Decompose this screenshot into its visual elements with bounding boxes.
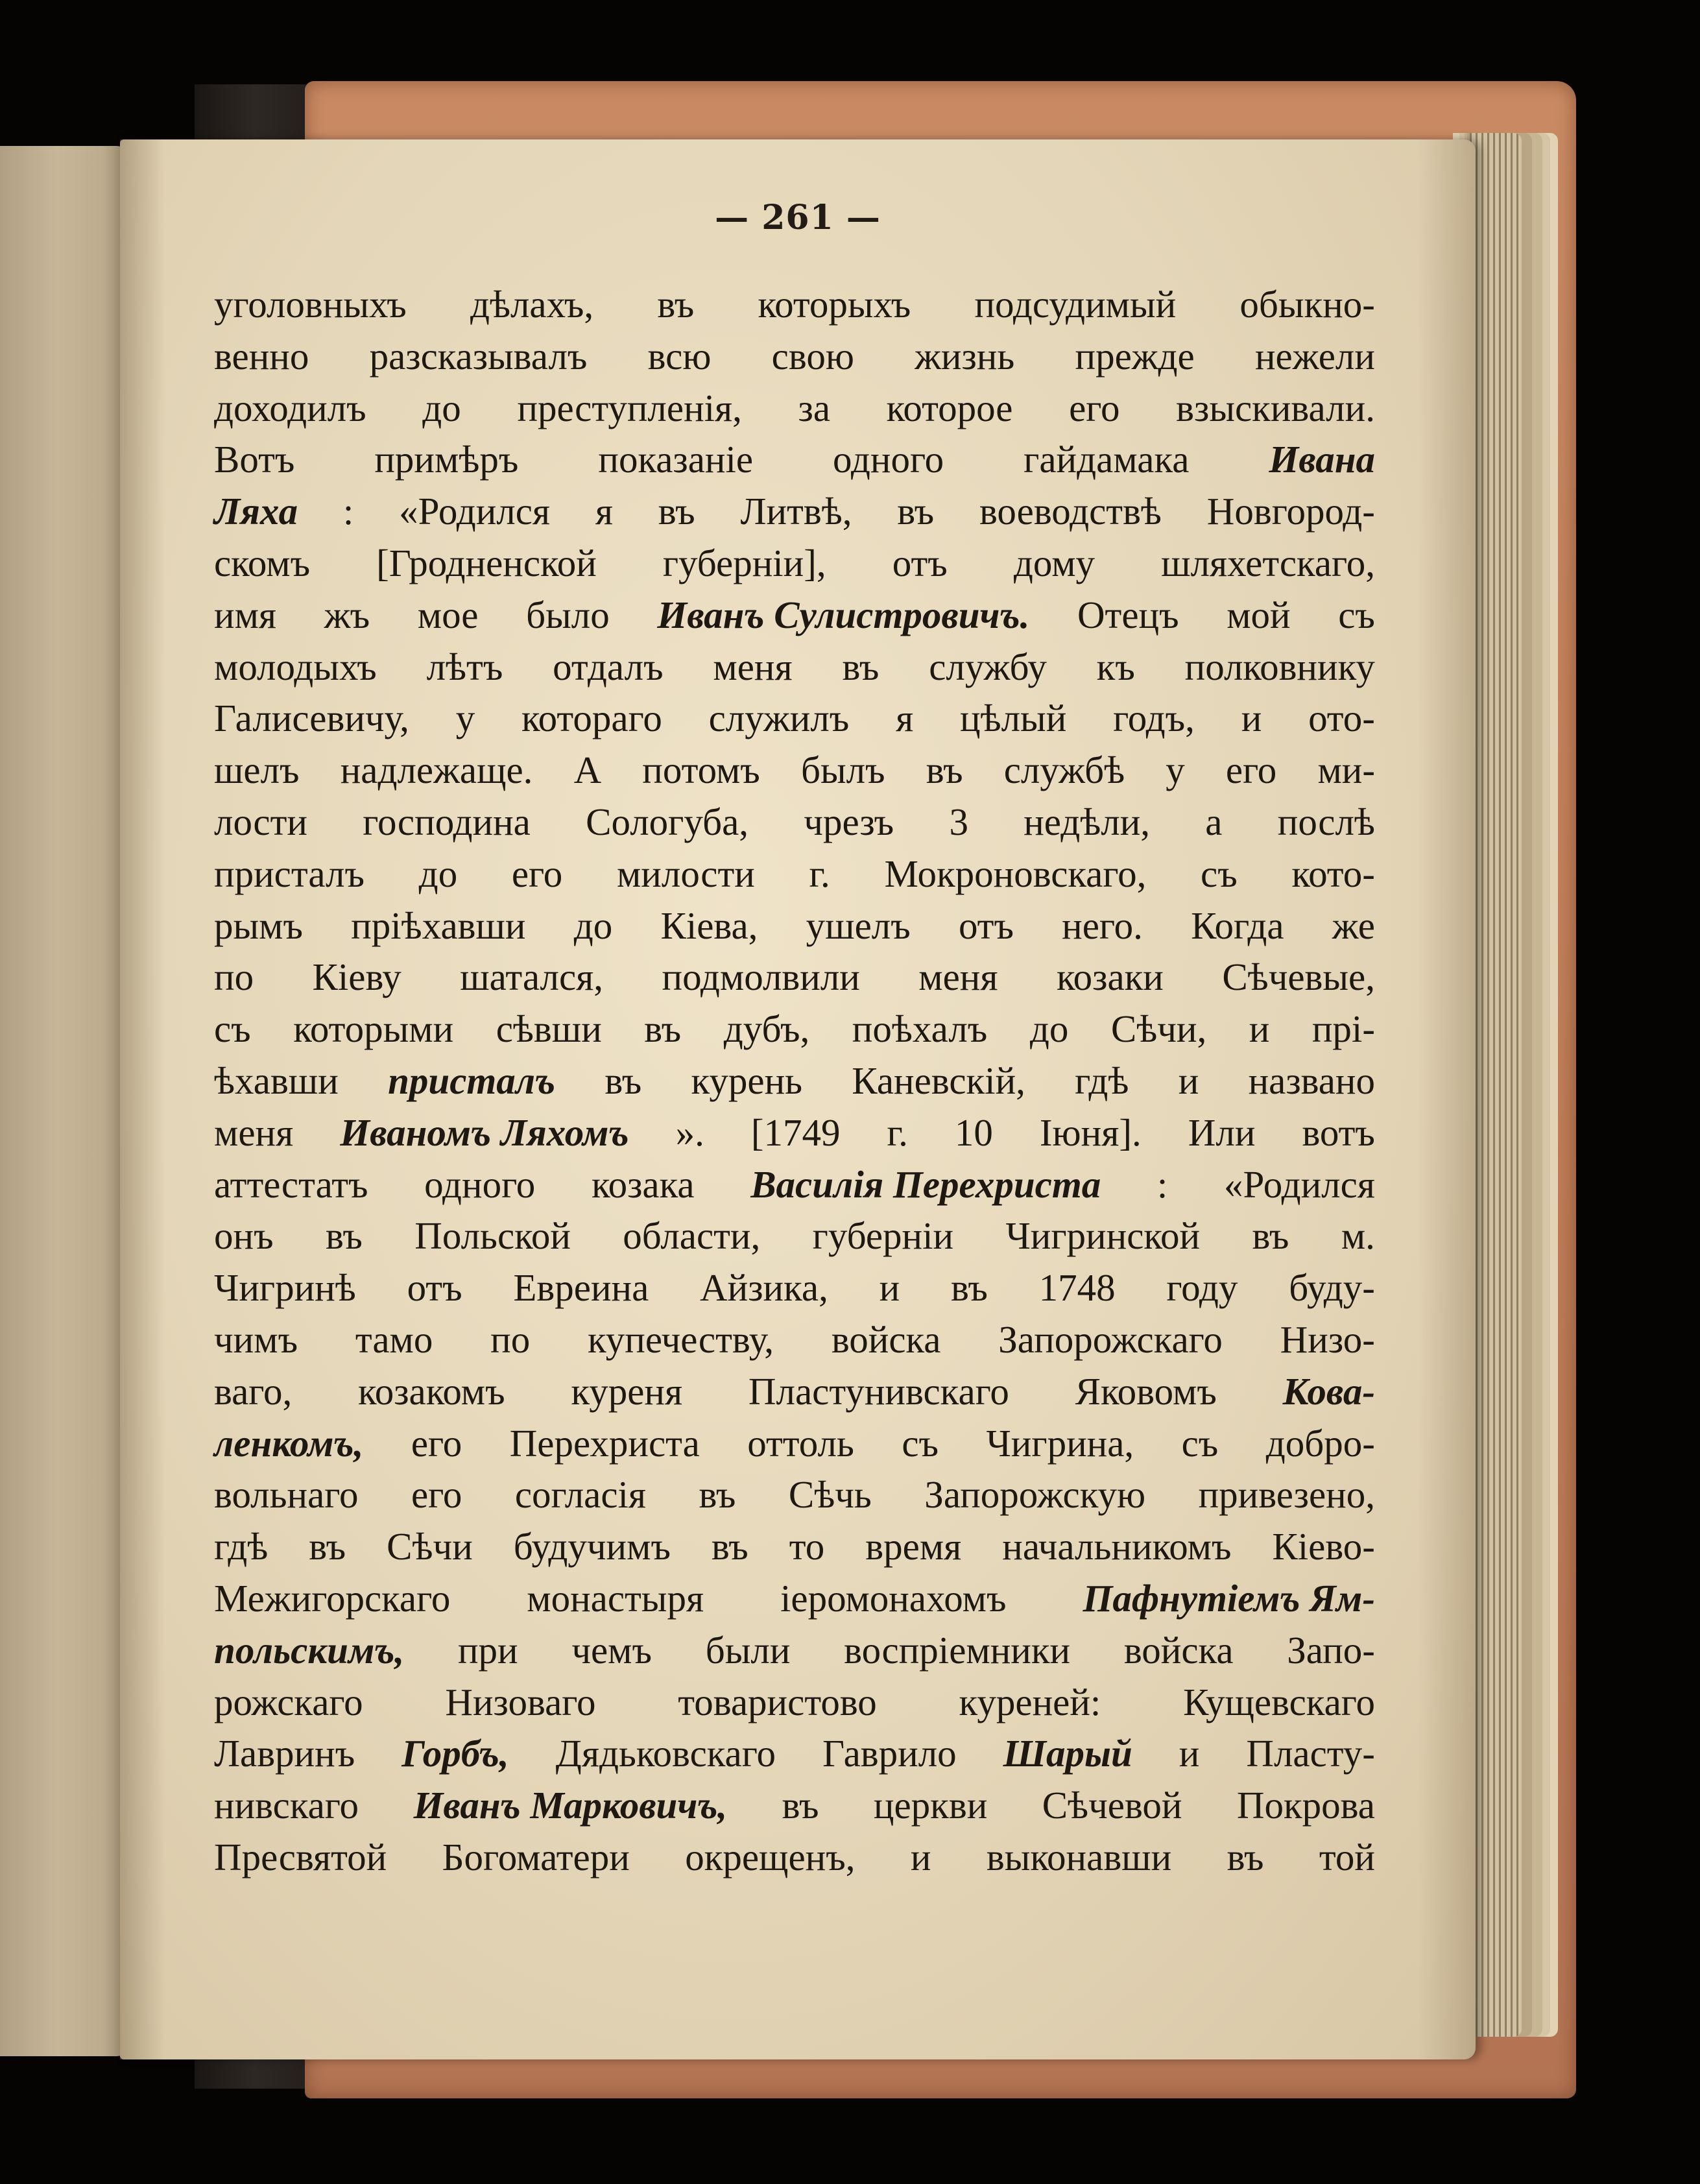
word: области, [623,1214,761,1258]
word: А [573,749,602,792]
word: Кіево- [1272,1525,1375,1568]
word: съ [1181,1421,1219,1465]
word: Кіева, [660,904,758,947]
word: гдѣ [214,1525,269,1568]
word: Галисевичу, [214,697,409,740]
word: войска [831,1317,941,1361]
word: меня [713,645,793,688]
word: Польской [414,1214,571,1258]
word: будучимъ [513,1525,671,1568]
text-line [214,1677,1375,1729]
word: недѣли, [1024,800,1151,843]
word: въ [657,283,695,326]
word: польскимъ, [214,1628,405,1672]
word: послѣ [1277,800,1375,843]
word: всю [647,334,712,378]
word: я [595,490,613,533]
word: Горбъ, [401,1732,509,1775]
word: Гаврило [822,1732,957,1775]
word: имя [214,593,277,636]
text-line [214,538,1375,590]
word: до [1029,1007,1069,1051]
word: къ [1096,645,1135,688]
word: примѣръ [374,438,519,481]
book-page [120,139,1476,2059]
word: Пластунивскаго [748,1369,1009,1413]
word: жъ [324,593,370,636]
word: въ [897,490,935,533]
word: службѣ [1003,749,1125,792]
text-line [214,900,1375,952]
word: Шарый [1003,1732,1132,1775]
word: ». [675,1110,704,1154]
word: начальникомъ [1002,1525,1232,1568]
word: въ [950,1266,988,1310]
word: 1748 [1038,1266,1116,1310]
word: которое [886,386,1013,429]
word: курень [691,1059,803,1102]
word: году [1166,1266,1238,1310]
text-line [214,1107,1375,1159]
word: поѣхалъ [852,1007,988,1051]
word: іеромонахомъ [780,1576,1007,1620]
word: цѣлый [960,697,1067,740]
word: аттестатъ [214,1162,368,1206]
word: Іюня]. [1039,1110,1142,1154]
word: по [214,955,254,999]
word: Перехриста [509,1421,700,1465]
word: я [896,697,914,740]
word: взыскивали. [1176,386,1375,429]
text-line [214,1469,1375,1521]
word: «Родился [399,490,551,533]
word: церкви [873,1784,988,1827]
word: преступленія, [517,386,742,429]
word: надлежаще. [340,749,533,792]
word: добро- [1265,1421,1375,1465]
word: прежде [1075,334,1195,378]
word: и [879,1266,900,1310]
word: кото- [1291,852,1375,895]
page-edge [1470,133,1522,2037]
word: присталъ [388,1059,556,1102]
word: и [1178,1059,1199,1102]
word: Кова- [1282,1369,1375,1413]
word: отдалъ [553,645,664,688]
word: жизнь [915,334,1015,378]
text-line [214,1159,1375,1211]
word: Сѣчевой [1042,1784,1182,1827]
text-line [214,1314,1375,1366]
word: прі- [1311,1007,1375,1051]
text-line [214,1780,1375,1832]
word: Иванъ Сулистровичъ. [657,593,1030,636]
word: названо [1248,1059,1375,1102]
word: Кіеву [312,955,401,999]
word: Чигрина, [986,1421,1134,1465]
word: Межигорскаго [214,1576,451,1620]
word: окрещенъ, [685,1835,856,1878]
word: козакомъ [358,1369,505,1413]
word: Пласту- [1246,1732,1375,1775]
word: дубъ, [723,1007,810,1051]
word: чимъ [214,1317,298,1361]
word: г. [809,852,830,895]
word: и [1179,1732,1200,1775]
word: лѣтъ [426,645,503,688]
word: ушелъ [806,904,911,947]
word: мой [1227,593,1291,636]
text-line [214,642,1375,693]
word: Пресвятой [214,1835,387,1878]
word: : [1156,1162,1168,1206]
word: въ [605,1059,642,1102]
word: [1749 [750,1110,841,1154]
word: то [789,1525,825,1568]
word: Новгород- [1206,490,1375,533]
word: Или [1188,1110,1256,1154]
word: козаки [1056,955,1164,999]
word: годъ, [1113,697,1195,740]
word: за [798,386,831,429]
word: которыми [293,1007,454,1051]
word: въ [309,1525,346,1568]
word: его [511,852,563,895]
word: съ [902,1421,939,1465]
word: гдѣ [1075,1059,1129,1102]
word: по [490,1317,531,1361]
word: Запо- [1287,1628,1375,1672]
word: Сѣчи, [1110,1007,1207,1051]
word: Яковомъ [1075,1369,1217,1413]
word: Покрова [1236,1784,1375,1827]
word: той [1319,1835,1375,1878]
word: пріѣхавши [351,904,526,947]
word: ѣхавши [214,1059,339,1102]
word: м. [1341,1214,1375,1258]
word: службу [929,645,1047,688]
word: Евреина [513,1266,649,1310]
word: [Гродненской [376,541,597,584]
text-line [214,1728,1375,1780]
word: дѣлахъ, [470,283,594,326]
word: въ [782,1784,819,1827]
text-line [214,1262,1375,1314]
word: Литвѣ, [740,490,852,533]
word: доходилъ [214,386,366,429]
word: оттоль [747,1421,854,1465]
word: въ [926,749,963,792]
word: и [910,1835,931,1878]
word: въ [644,1007,682,1051]
word: подсудимый [974,283,1177,326]
text-line [214,1573,1375,1625]
word: мое [417,593,479,636]
text-line [214,1366,1375,1418]
word: вольнаго [214,1473,359,1517]
word: губерніи [812,1214,954,1258]
page-number: — 261 — [715,198,881,237]
word: сѣвши [496,1007,602,1051]
text-line [214,383,1375,435]
word: было [526,593,610,636]
word: отъ [892,541,948,584]
word: Сѣчи [387,1525,473,1568]
text-line [214,1418,1375,1470]
word: рожскаго [214,1680,363,1723]
word: Мокроновскаго, [884,852,1147,895]
word: войска [1123,1628,1234,1672]
word: въ [842,645,880,688]
word: тамо [355,1317,433,1361]
word: милости [616,852,755,895]
text-line [214,434,1375,486]
word: у [455,697,475,740]
text-line [214,848,1375,900]
word: чрезъ [804,800,894,843]
word: отъ [407,1266,462,1310]
word: купечеству, [587,1317,774,1361]
word: Когда [1191,904,1284,947]
word: Каневскій, [852,1059,1025,1102]
text-line [214,1625,1375,1677]
word: нивскаго [214,1784,359,1827]
word: выконавши [986,1835,1172,1878]
word: Чигринской [1005,1214,1201,1258]
word: а [1205,800,1223,843]
word: въ [325,1214,363,1258]
word: Сѣчевые, [1222,955,1375,999]
word: его [411,1473,462,1517]
word: его [1069,386,1120,429]
word: 10 [954,1110,993,1154]
word: козака [591,1162,695,1206]
word: товаристово [678,1680,877,1723]
word: венно [214,334,309,378]
word: полковнику [1184,645,1375,688]
word: съ [1338,593,1375,636]
word: шатался, [460,955,604,999]
word: котораго [521,697,662,740]
word: г. [887,1110,908,1154]
word: воеводствѣ [979,490,1162,533]
text-line [214,590,1375,642]
word: согласія [514,1473,647,1517]
left-facing-page [0,146,130,2056]
word: уголовныхъ [214,283,407,326]
word: монастыря [527,1576,704,1620]
word: меня [918,955,998,999]
word: «Родился [1223,1162,1375,1206]
word: разсказывалъ [369,334,588,378]
word: Низо- [1280,1317,1375,1361]
word: въ [1252,1214,1289,1258]
text-line [214,279,1375,331]
word: гайдамака [1024,438,1190,481]
word: служилъ [708,697,850,740]
page-text [214,279,1375,1884]
word: до [418,852,458,895]
word: обыкно- [1239,283,1375,326]
word: меня [214,1110,294,1154]
word: Дядьковскаго [555,1732,776,1775]
word: Иваномъ Ляхомъ [340,1110,629,1154]
word: которыхъ [758,283,911,326]
word: ленкомъ, [214,1421,364,1465]
text-line [214,1832,1375,1884]
word: него. [1062,904,1143,947]
word: и [1241,697,1262,740]
word: чемъ [571,1628,652,1672]
word: и [1249,1007,1270,1051]
text-line [214,1210,1375,1262]
word: куреней: [959,1680,1101,1723]
word: отъ [958,904,1014,947]
word: его [411,1421,462,1465]
word: показаніе [598,438,754,481]
word: Низоваго [445,1680,596,1723]
word: въ [711,1525,748,1568]
word: въ [658,490,695,533]
word: Запорожскую [924,1473,1146,1517]
text-line [214,331,1375,383]
word: до [573,904,613,947]
word: Пафнутіемъ Ям- [1083,1576,1375,1620]
word: при [457,1628,518,1672]
word: Айзика, [700,1266,828,1310]
word: шляхетскаго, [1161,541,1375,584]
word: въ [1227,1835,1264,1878]
word: время [865,1525,962,1568]
text-line [214,797,1375,848]
word: былъ [800,749,885,792]
word: же [1332,904,1375,947]
word: присталъ [214,852,365,895]
word: скомъ [214,541,311,584]
word: нежели [1254,334,1375,378]
word: Чигринѣ [214,1266,356,1310]
word: вотъ [1302,1110,1375,1154]
word: Отецъ [1077,593,1179,636]
word: губерніи], [662,541,826,584]
word: рымъ [214,904,303,947]
word: дому [1013,541,1095,584]
word: у [1166,749,1185,792]
word: Богоматери [442,1835,630,1878]
word: одного [833,438,944,481]
word: Василія Перехриста [750,1162,1101,1206]
word: 3 [949,800,968,843]
text-line [214,1055,1375,1107]
word: куреня [571,1369,683,1413]
word: шелъ [214,749,300,792]
text-line [214,1521,1375,1573]
word: въ [699,1473,736,1517]
word: его [1225,749,1277,792]
word: потомъ [642,749,760,792]
word: съ [1201,852,1238,895]
word: онъ [214,1214,274,1258]
text-line [214,952,1375,1003]
word: ото- [1308,697,1375,740]
word: Кущевскаго [1183,1680,1375,1723]
word: Запорожскаго [998,1317,1223,1361]
word: лости [214,800,307,843]
word: Сологуба, [586,800,749,843]
word: Лавринъ [214,1732,355,1775]
text-line [214,1003,1375,1055]
word: буду- [1289,1266,1375,1310]
word: до [422,386,461,429]
word: одного [424,1162,536,1206]
word: молодыхъ [214,645,377,688]
text-line [214,745,1375,797]
word: привезено, [1198,1473,1375,1517]
word: ми- [1317,749,1375,792]
word: ваго, [214,1369,293,1413]
word: Иванъ Марковичъ, [413,1784,728,1827]
word: подмолвили [662,955,860,999]
text-line [214,486,1375,538]
word: господина [363,800,531,843]
word: Сѣчь [788,1473,872,1517]
word: были [705,1628,791,1672]
text-line [214,693,1375,745]
word: съ [214,1007,251,1051]
word: Ивана [1269,438,1375,481]
word: свою [771,334,854,378]
word: воспріемники [844,1628,1071,1672]
word: : [342,490,354,533]
word: Вотъ [214,438,295,481]
word: Ляха [214,490,298,533]
